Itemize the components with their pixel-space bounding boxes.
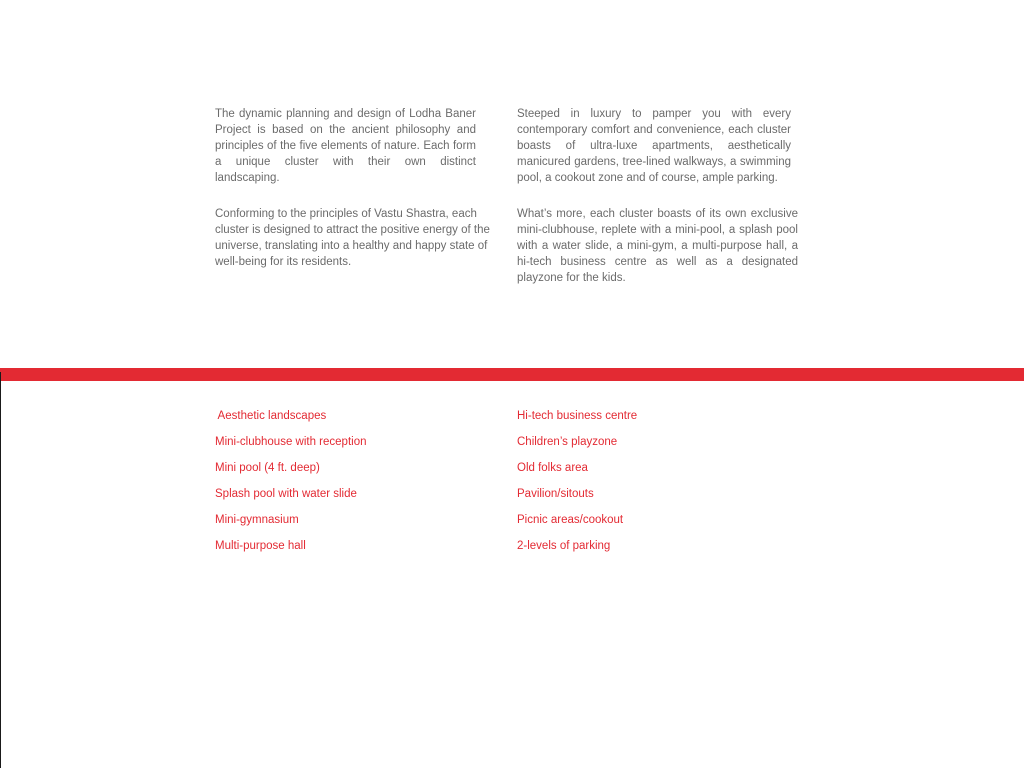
amenity-item: Hi-tech business centre <box>517 410 638 422</box>
amenity-item: Multi-purpose hall <box>215 540 306 552</box>
amenity-item: Mini pool (4 ft. deep) <box>215 462 320 474</box>
intro-paragraph-vastu: Conforming to the principles of Vastu Shastra, each cluster is designed to attract the positive energy of the universe, translating into a healthy and happy state of well-being for its residents. <box>215 208 490 268</box>
amenity-item: Splash pool with water slide <box>215 488 357 500</box>
intro-paragraph-planning: The dynamic planning and design of Lodha Baner Project is based on the ancient philosophy and principles of the five elements of nature. Each form a unique cluster with their own distinct landscaping. <box>215 108 476 184</box>
intro-paragraph-clubhouse: What’s more, each cluster boasts of its own exclusive mini-clubhouse, replete with a mini-pool, a splash pool with a water slide, a mini-gym, a multi-purpose hall, a hi-tech business centre as well as a designated playzone for the kids. <box>517 208 798 284</box>
amenities-list-right <box>517 408 637 564</box>
left-edge-rule <box>0 372 1 768</box>
intro-paragraph-luxury: Steeped in luxury to pamper you with every contemporary comfort and convenience, each cluster boasts of ultra-luxe apartments, aesthetically manicured gardens, tree-lined walkways, a swimming pool, a cookout zone and of course, ample parking. <box>517 108 791 184</box>
amenity-item: Mini-clubhouse with reception <box>215 436 367 448</box>
amenity-item: 2-levels of parking <box>517 540 611 552</box>
red-divider-band <box>0 368 1024 381</box>
amenity-item: Old folks area <box>517 462 588 474</box>
amenity-item: Aesthetic landscapes <box>215 410 327 422</box>
amenity-item: Pavilion/sitouts <box>517 488 594 500</box>
amenities-list-left <box>215 408 367 564</box>
amenity-item: Children’s playzone <box>517 436 618 448</box>
amenity-item: Picnic areas/cookout <box>517 514 624 526</box>
amenity-item: Mini-gymnasium <box>215 514 299 526</box>
